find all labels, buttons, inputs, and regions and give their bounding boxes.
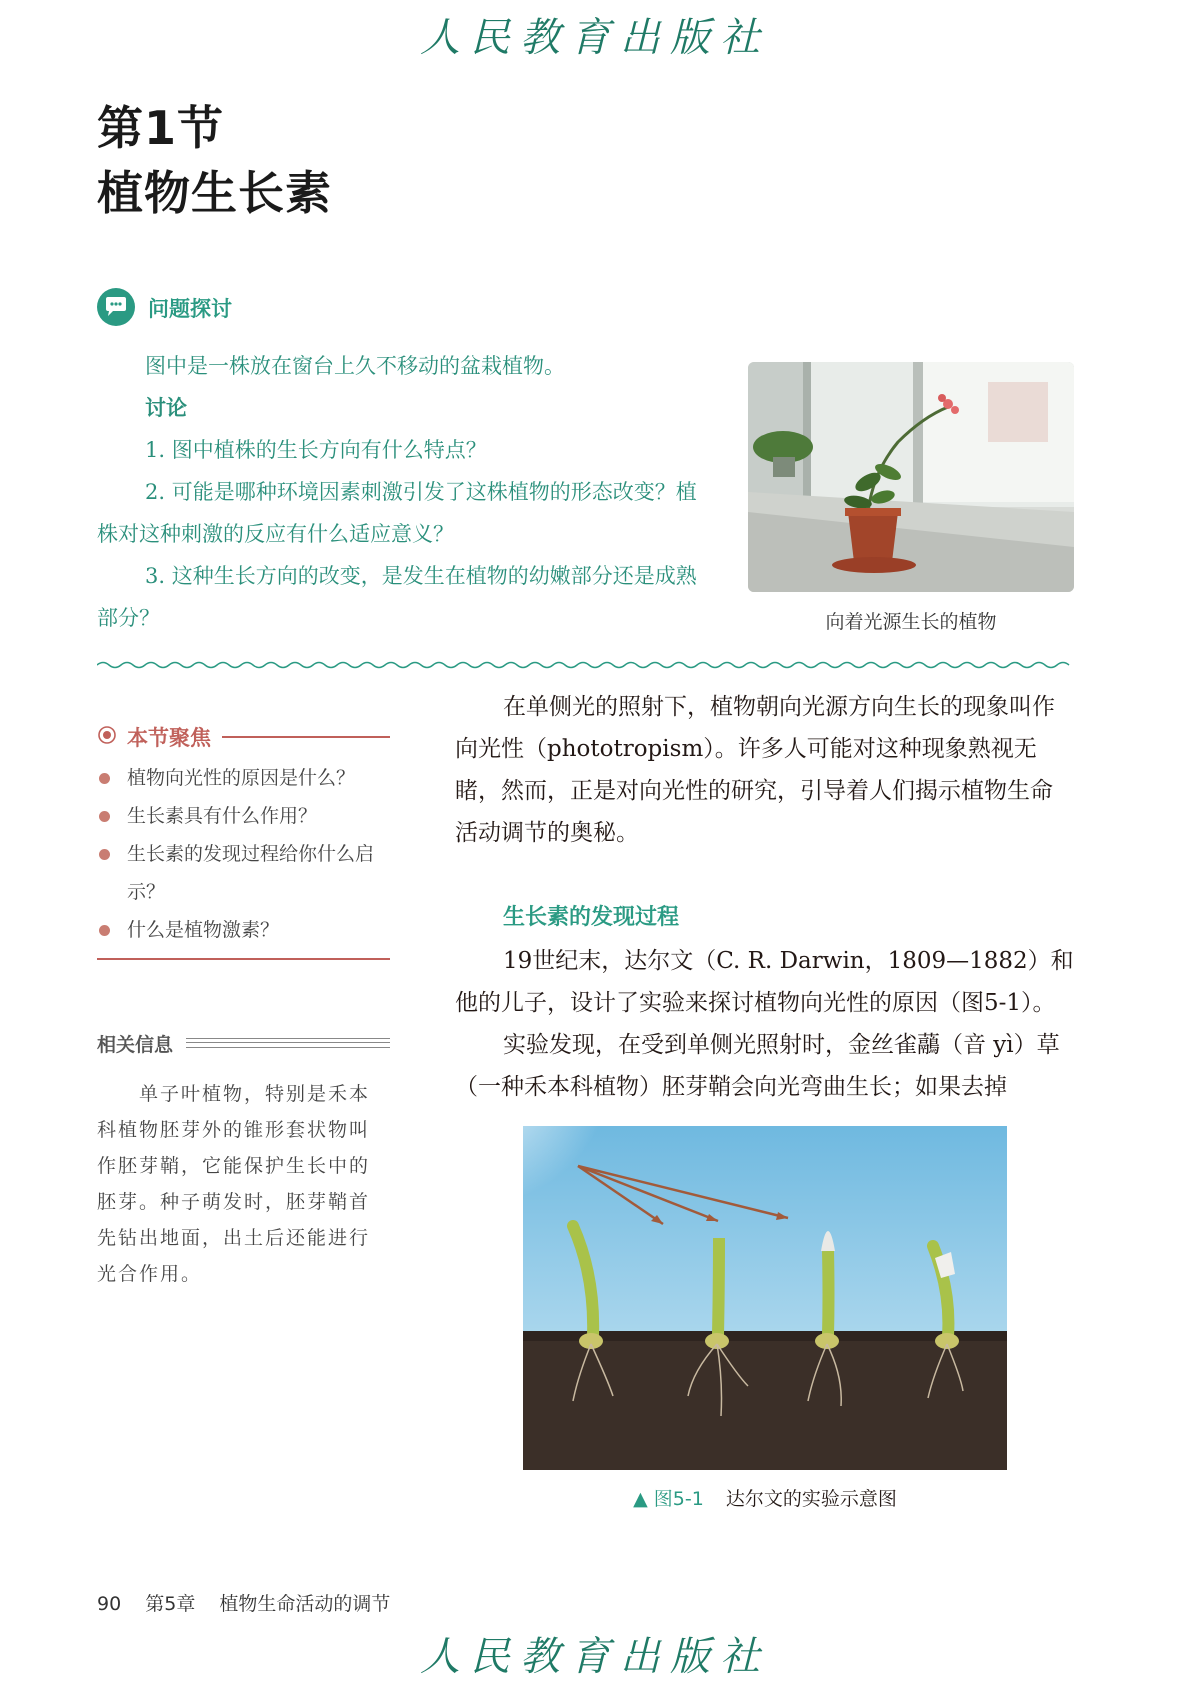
- paragraph: 19世纪末，达尔文（C. R. Darwin，1809—1882）和他的儿子，设计了实验来探讨植物向光性的原因（图5-1）。: [455, 948, 1074, 1016]
- figure-label: 图5-1: [653, 1488, 704, 1510]
- discussion-subheading: 讨论: [145, 396, 187, 420]
- focus-rule: [222, 736, 390, 738]
- focus-item: 生长素具有什么作用？: [97, 797, 390, 835]
- subsection-heading: 生长素的发现过程: [503, 905, 680, 930]
- related-info-rule: [186, 1038, 390, 1048]
- discussion-heading: 问题探讨: [148, 297, 232, 321]
- related-info-rule-mid: [186, 1042, 390, 1043]
- discussion-intro: 图中是一株放在窗台上久不移动的盆栽植物。: [145, 354, 565, 378]
- discussion-question: 1. 图中植株的生长方向有什么特点？: [145, 438, 487, 462]
- paragraph: 实验发现，在受到单侧光照射时，金丝雀虉（音 yì）草（一种禾本科植物）胚芽鞘会向光弯曲生长；如果去掉: [455, 1032, 1060, 1100]
- figure-caption-text: 达尔文的实验示意图: [725, 1488, 897, 1510]
- related-info-text: 单子叶植物，特别是禾本科植物胚芽外的锥形套状物叫作胚芽鞘，它能保护生长中的胚芽。种子萌发时，胚芽鞘首先钻出地面，出土后还能进行光合作用。: [97, 1083, 371, 1285]
- related-info-title: 相关信息: [97, 1034, 174, 1056]
- section-title: 植物生长素: [97, 166, 332, 220]
- target-icon: [97, 725, 117, 745]
- wavy-divider: [97, 660, 1075, 670]
- publisher-footer: 人民教育出版社: [420, 1634, 770, 1680]
- focus-item: 植物向光性的原因是什么？: [97, 759, 390, 797]
- focus-bottom-rule: [97, 958, 390, 960]
- chapter-number: 第5章: [145, 1593, 196, 1615]
- discussion-questions: [97, 429, 717, 639]
- publisher-header: 人民教育出版社: [420, 15, 770, 61]
- triangle-marker-icon: ▲: [633, 1488, 648, 1510]
- photo-caption: 向着光源生长的植物: [825, 611, 997, 633]
- focus-item: 什么是植物激素？: [97, 911, 390, 949]
- focus-item: 生长素的发现过程给你什么启示？: [97, 835, 390, 911]
- focus-title: 本节聚焦: [127, 726, 211, 750]
- chapter-title: 植物生命活动的调节: [219, 1593, 391, 1615]
- page-number: 90: [97, 1593, 122, 1615]
- intro-text: 在单侧光的照射下，植物朝向光源方向生长的现象叫作向光性（phototropism）。许多人可能对这种现象熟视无睹，然而，正是对向光性的研究，引导着人们揭示植物生命活动调节的奥秘。: [455, 694, 1055, 846]
- discussion-question: 2. 可能是哪种环境因素刺激引发了这株植物的形态改变？植株对这种刺激的反应有什么适应意义？: [97, 480, 697, 546]
- page-footer: [97, 1589, 408, 1616]
- windowsill-plant-photo: [748, 362, 1074, 592]
- discovery-paragraphs: [455, 940, 1075, 1108]
- section-number: 第1节: [97, 101, 225, 155]
- intro-paragraph: [455, 686, 1075, 854]
- focus-list: [97, 759, 390, 949]
- chat-bubble-icon: [97, 288, 135, 326]
- darwin-experiment-figure: [523, 1126, 1007, 1470]
- figure-caption: [523, 1484, 1007, 1511]
- discussion-question: 3. 这种生长方向的改变，是发生在植物的幼嫩部分还是成熟部分？: [97, 564, 697, 630]
